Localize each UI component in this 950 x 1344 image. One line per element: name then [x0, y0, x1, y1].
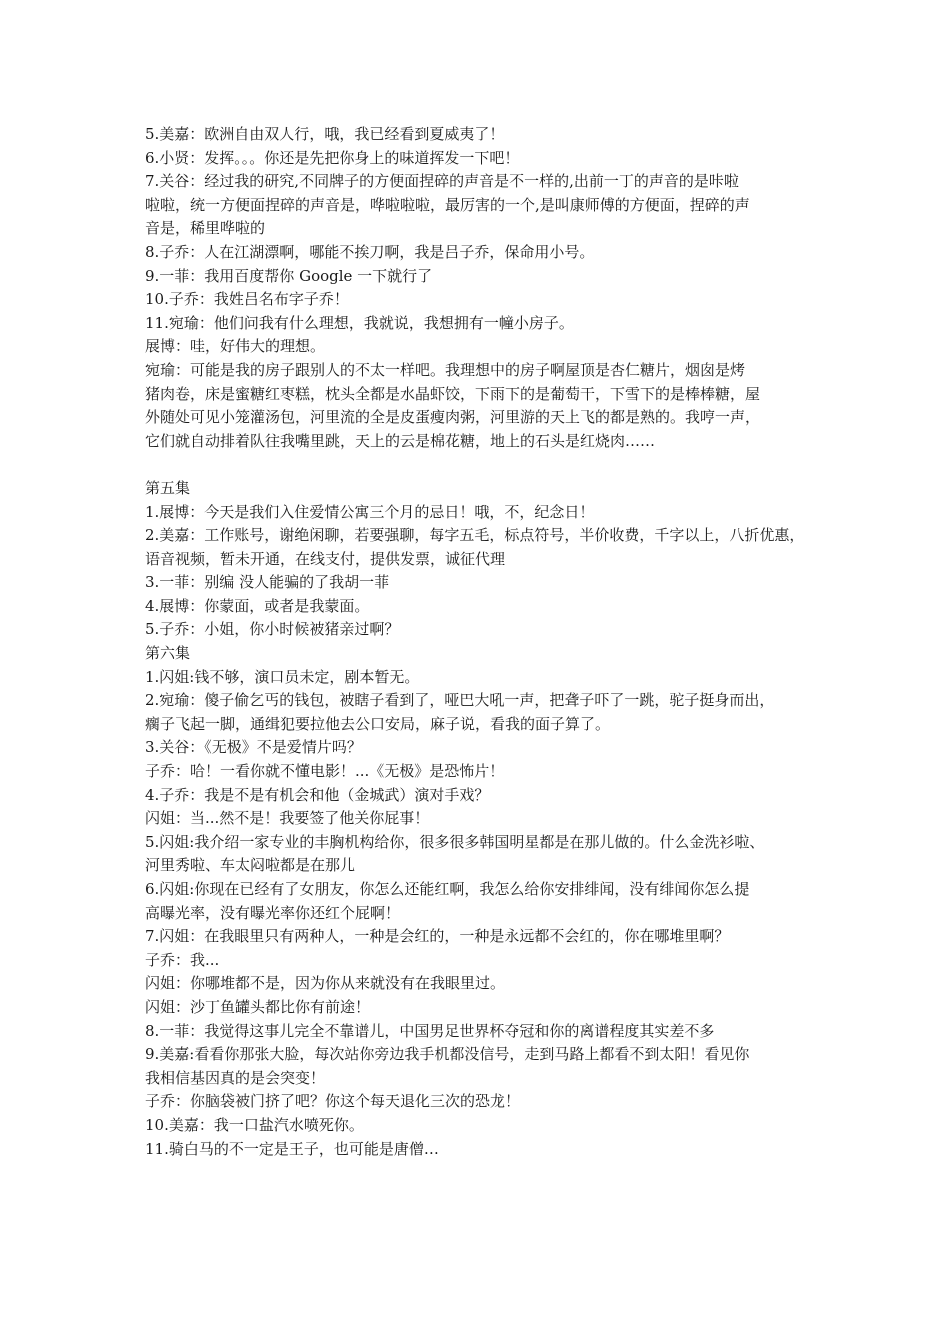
- paragraph: [145, 571, 815, 595]
- paragraph: [145, 524, 815, 571]
- paragraph: [145, 1138, 815, 1162]
- text-line: 1.闪姐:钱不够，演口员未定，剧本暂无。: [145, 667, 420, 686]
- paragraph: [145, 618, 815, 642]
- text-line: 6.闪姐:你现在已经有了女朋友，你怎么还能红啊，我怎么给你安排绯闻，没有绯闻你怎么提: [145, 880, 750, 898]
- paragraph: [145, 241, 815, 265]
- paragraph: [145, 147, 815, 171]
- paragraph: [145, 312, 815, 336]
- paragraph: [145, 501, 815, 525]
- paragraph: [145, 689, 815, 736]
- paragraph: [145, 288, 815, 312]
- text-line: 啦啦，统一方便面捏碎的声音是，哗啦啦啦，最厉害的一个,是叫康师傅的方便面，捏碎的声: [145, 195, 750, 214]
- text-line: 音是，稀里哗啦的: [145, 219, 266, 238]
- text-line: 4.展博：你蒙面，或者是我蒙面。: [145, 596, 370, 615]
- text-line: 子乔：你脑袋被门挤了吧？你这个每天退化三次的恐龙！: [145, 1092, 521, 1111]
- paragraph: [145, 784, 815, 808]
- paragraph: [145, 878, 815, 925]
- text-line: 外随处可见小笼灌汤包，河里流的全是皮蛋瘦肉粥，河里游的天上飞的都是熟的。我哼一声，: [145, 408, 761, 427]
- text-line: 3.关谷：《无极》不是爱情片吗？: [145, 738, 362, 757]
- text-line: 闪姐：沙丁鱼罐头都比你有前途！: [145, 997, 371, 1016]
- paragraph: [145, 477, 815, 501]
- text-line: 子乔：我...: [145, 950, 220, 969]
- paragraph: [145, 335, 815, 359]
- paragraph: [145, 642, 815, 666]
- text-line: 2.美嘉：工作账号，谢绝闲聊，若要强聊，每字五毛，标点符号，半价收费，千字以上，八折优惠，: [145, 526, 805, 545]
- text-line: 3.一菲：别编 没人能骗的了我胡一菲: [145, 573, 390, 592]
- paragraph: [145, 595, 815, 619]
- text-line: 子乔：哈！一看你就不懂电影！...《无极》是恐怖片！: [145, 762, 505, 781]
- text-line: 猪肉卷，床是蜜糖红枣糕，枕头全都是水晶虾饺，下雨下的是葡萄干，下雪下的是棒棒糖，屋: [145, 384, 761, 403]
- text-line: 7.关谷：经过我的研究,不同牌子的方便面捏碎的声音是不一样的,出前一丁的声音的是咔啦: [145, 172, 739, 191]
- text-line: 8.子乔：人在江湖漂啊，哪能不挨刀啊，我是吕子乔，保命用小号。: [145, 242, 595, 261]
- paragraph: [145, 170, 815, 241]
- blank-line: [145, 453, 815, 477]
- paragraph: [145, 972, 815, 996]
- text-line: 8.一菲：我觉得这事儿完全不靠谱儿，中国男足世界杯夺冠和你的离谱程度其实差不多: [145, 1021, 715, 1040]
- paragraph: [145, 925, 815, 949]
- text-line: 宛瑜：可能是我的房子跟别人的不太一样吧。我理想中的房子啊屋顶是杏仁糖片，烟囱是烤: [145, 360, 746, 379]
- paragraph: [145, 736, 815, 760]
- text-line: 6.小贤：发挥。。。你还是先把你身上的味道挥发一下吧！: [145, 148, 520, 167]
- text-line: 5.美嘉：欧洲自由双人行，哦，我已经看到夏威夷了！: [145, 125, 505, 143]
- paragraph: [145, 831, 815, 878]
- text-line: 5.子乔：小姐，你小时候被猪亲过啊？: [145, 620, 400, 639]
- document-body: [145, 123, 815, 1161]
- text-line: 高曝光率，没有曝光率你还红个屁啊！: [145, 903, 401, 922]
- text-line: 闪姐：当...然不是！我要签了他关你屁事！: [145, 809, 430, 828]
- text-line: 10.子乔：我姓吕名布字子乔！: [145, 290, 349, 309]
- text-line: 5.闪姐:我介绍一家专业的丰胸机构给你，很多很多韩国明星都是在那儿做的。什么金洗衫啦、: [145, 832, 765, 851]
- text-line: 河里秀啦、车太闷啦都是在那儿: [145, 856, 356, 875]
- paragraph: [145, 1043, 815, 1090]
- text-line: 9.一菲：我用百度帮你 Google 一下就行了: [145, 266, 433, 285]
- text-line: 第六集: [145, 644, 191, 663]
- text-line: 它们就自动排着队往我嘴里跳，天上的云是棉花糖，地上的石头是红烧肉……: [145, 431, 656, 450]
- paragraph: [145, 1090, 815, 1114]
- paragraph: [145, 760, 815, 784]
- text-line: 展博：哇，好伟大的理想。: [145, 337, 326, 356]
- paragraph: [145, 666, 815, 690]
- paragraph: [145, 996, 815, 1020]
- paragraph: [145, 1114, 815, 1138]
- text-line: 1.展博：今天是我们入住爱情公寓三个月的忌日！哦，不，纪念日！: [145, 502, 595, 521]
- paragraph: [145, 949, 815, 973]
- paragraph: [145, 265, 815, 289]
- paragraph: [145, 359, 815, 453]
- text-line: 9.美嘉:看看你那张大脸，每次站你旁边我手机都没信号，走到马路上都看不到太阳！看见你: [145, 1045, 750, 1064]
- text-line: 瘸子飞起一脚，通缉犯要拉他去公口安局，麻子说，看我的面子算了。: [145, 714, 611, 733]
- text-line: 7.闪姐：在我眼里只有两种人，一种是会红的，一种是永远都不会红的，你在哪堆里啊？: [145, 927, 730, 946]
- text-line: 第五集: [145, 478, 191, 497]
- text-line: 11.骑白马的不一定是王子，也可能是唐僧…: [145, 1139, 439, 1158]
- paragraph: [145, 1020, 815, 1044]
- text-line: 闪姐：你哪堆都不是，因为你从来就没有在我眼里过。: [145, 974, 506, 993]
- paragraph: [145, 123, 815, 147]
- text-line: 4.子乔：我是不是有机会和他（金城武）演对手戏？: [145, 785, 490, 804]
- text-line: 2.宛瑜：傻子偷乞丐的钱包，被瞎子看到了，哑巴大吼一声，把聋子吓了一跳，驼子挺身而出，: [145, 691, 775, 710]
- text-line: 我相信基因真的是会突变！: [145, 1068, 326, 1087]
- text-line: 10.美嘉：我一口盐汽水喷死你。: [145, 1115, 364, 1134]
- text-line: 语音视频，暂未开通，在线支付，提供发票，诚征代理: [145, 549, 506, 568]
- text-line: 11.宛瑜：他们问我有什么理想，我就说，我想拥有一幢小房子。: [145, 313, 574, 332]
- paragraph: [145, 807, 815, 831]
